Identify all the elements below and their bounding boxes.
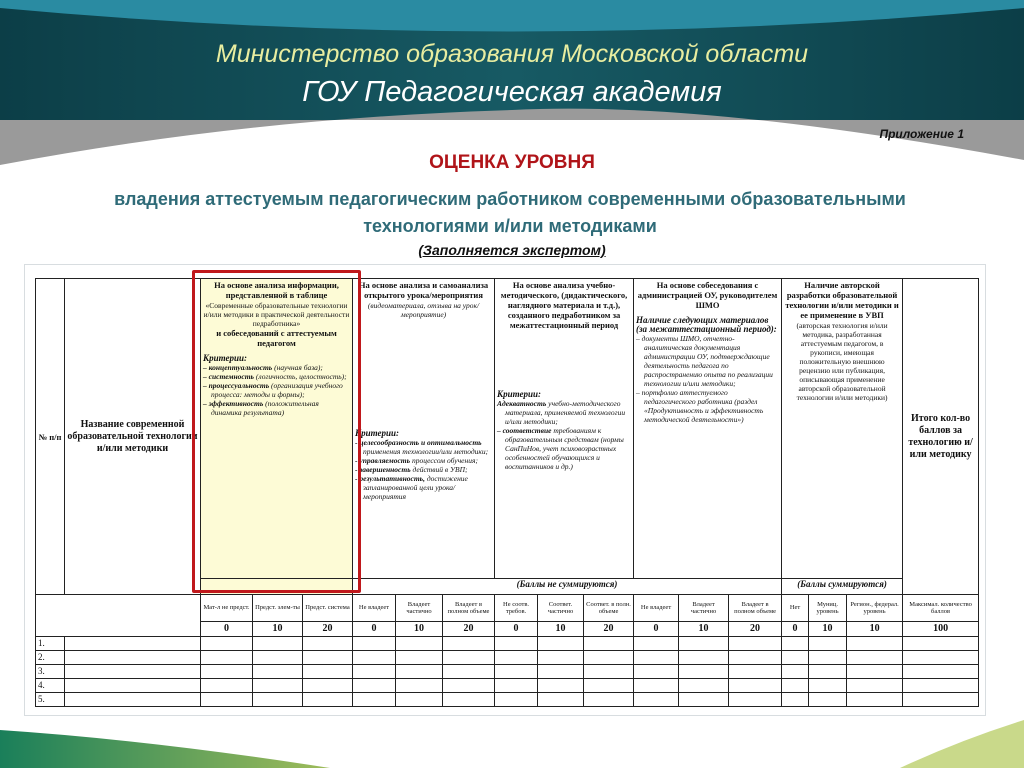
row-score-cell[interactable] [538, 665, 584, 679]
criteria-item [497, 399, 631, 426]
row-number: 4. [36, 679, 65, 693]
header-criteria-group-4 [634, 279, 782, 579]
row-score-cell[interactable] [782, 665, 809, 679]
row-score-cell[interactable] [201, 637, 253, 651]
group-quote: (авторская технология и/или методика, разработанная аттестуемым педагогом, в рукописи, имеющая положительную внешнюю рецензию или публикация, описывающая применение авторской образовательной технологии и/или методики) [796, 321, 888, 402]
criteria-term: - управляемость [355, 456, 411, 465]
criteria-item [203, 381, 350, 399]
group-title: Наличие авторской разработки образовательной технологии и/или методики и ее применение в УВП [785, 280, 899, 320]
row-score-cell[interactable] [253, 679, 303, 693]
row-score-cell[interactable] [443, 637, 495, 651]
row-score-cell[interactable] [303, 693, 353, 707]
row-score-cell[interactable] [443, 665, 495, 679]
row-score-cell[interactable] [495, 679, 538, 693]
row-score-cell[interactable] [847, 679, 903, 693]
row-technology-cell[interactable] [65, 665, 201, 679]
points-value: 0 [495, 622, 538, 637]
sub-label: Владеет в полном объеме [729, 595, 782, 622]
row-score-cell[interactable] [201, 651, 253, 665]
sub-label: Не владеет [634, 595, 679, 622]
row-score-cell[interactable] [782, 651, 809, 665]
criteria-note: (организация учебного процесса: методы и формы); [211, 381, 343, 399]
criteria-term: – соответствие [497, 426, 552, 435]
sub-label: Соответ. в полн. объеме [584, 595, 634, 622]
row-score-cell[interactable] [782, 693, 809, 707]
row-score-cell[interactable] [353, 679, 396, 693]
criteria-term: - целесообразность и оптимальность [355, 438, 482, 447]
row-score-cell[interactable] [396, 693, 443, 707]
points-value: 10 [847, 622, 903, 637]
row-score-cell[interactable] [584, 665, 634, 679]
criteria-item [355, 465, 492, 474]
row-score-cell[interactable] [634, 651, 679, 665]
group-title: На основе анализа информации, представленной в таблице [214, 280, 339, 300]
criteria-term: – системность [203, 372, 254, 381]
page-subtitle: владения аттестуемым педагогическим работником современными образовательными технологиями и/или методиками [114, 189, 906, 236]
criteria-note: достижение запланированной цели урока/мероприятия [363, 474, 468, 501]
ministry-title: Министерство образования Московской области [215, 40, 809, 68]
row-score-cell[interactable] [847, 665, 903, 679]
criteria-term: – эффективность [203, 399, 264, 408]
criteria-label: Наличие следующих материалов (за межаттестационный период): [636, 315, 777, 334]
row-score-cell[interactable] [782, 637, 809, 651]
criteria-term: - завершенность [355, 465, 411, 474]
criteria-item [203, 363, 350, 372]
row-score-cell[interactable] [634, 679, 679, 693]
fill-note: (Заполняется экспертом) [418, 242, 606, 258]
group-title-2: и собеседований с аттестуемым педагогом [216, 328, 337, 348]
row-score-cell[interactable] [903, 637, 979, 651]
sub-label: Предст. элем-ты [253, 595, 303, 622]
appendix-label: Приложение 1 [879, 127, 964, 141]
row-technology-cell[interactable] [65, 651, 201, 665]
row-score-cell[interactable] [679, 665, 729, 679]
row-score-cell[interactable] [847, 693, 903, 707]
criteria-list [355, 429, 492, 501]
points-value: 20 [729, 622, 782, 637]
sub-label: Предст. система [303, 595, 353, 622]
row-score-cell[interactable] [729, 693, 782, 707]
row-score-cell[interactable] [538, 679, 584, 693]
row-score-cell[interactable] [495, 693, 538, 707]
sub-label: Нет [782, 595, 809, 622]
criteria-item [355, 474, 492, 501]
table-row [36, 679, 979, 693]
points-value: 0 [201, 622, 253, 637]
row-score-cell[interactable] [729, 665, 782, 679]
points-value: 0 [634, 622, 679, 637]
row-score-cell[interactable] [679, 679, 729, 693]
criteria-note: – портфолио аттестуемого педагогического работника (раздел «Продуктивность и эффективность методической деятельности») [636, 388, 764, 424]
header-criteria-group-1 [201, 279, 353, 579]
sub-label: Не владеет [353, 595, 396, 622]
row-technology-cell[interactable] [65, 679, 201, 693]
row-score-cell[interactable] [353, 665, 396, 679]
row-score-cell[interactable] [584, 637, 634, 651]
header-criteria-group-2 [353, 279, 495, 579]
criteria-item [497, 426, 631, 471]
criteria-note: применения технологии/или методики; [363, 447, 489, 456]
row-score-cell[interactable] [634, 637, 679, 651]
points-value: 10 [253, 622, 303, 637]
sub-label: Владеет частично [396, 595, 443, 622]
row-technology-cell[interactable] [65, 637, 201, 651]
row-score-cell[interactable] [201, 665, 253, 679]
header-criteria-group-5 [782, 279, 903, 579]
row-score-cell[interactable] [495, 665, 538, 679]
criteria-note: – документы ШМО, отчетно-аналитическая документация администрации ОУ, подтверждающие деятельность педагога по распространению опыта по реализации технологии и/или методики; [636, 334, 773, 388]
row-score-cell[interactable] [538, 693, 584, 707]
row-score-cell[interactable] [584, 651, 634, 665]
criteria-list [636, 316, 779, 424]
row-score-cell[interactable] [443, 679, 495, 693]
page-title: ОЦЕНКА УРОВНЯ [429, 152, 595, 173]
row-score-cell[interactable] [303, 679, 353, 693]
criteria-item [203, 372, 350, 381]
criteria-note: учебно-методического материала, применяемой технологии и/или методики; [505, 399, 626, 426]
row-score-cell[interactable] [729, 679, 782, 693]
sub-label: Владеет в полном объеме [443, 595, 495, 622]
row-score-cell[interactable] [201, 693, 253, 707]
points-value: 20 [443, 622, 495, 637]
row-score-cell[interactable] [679, 693, 729, 707]
row-score-cell[interactable] [809, 679, 847, 693]
sub-label: Соответ. частично [538, 595, 584, 622]
criteria-term: – концептуальность [203, 363, 273, 372]
points-value: 10 [679, 622, 729, 637]
row-score-cell[interactable] [903, 679, 979, 693]
row-technology-cell[interactable] [65, 693, 201, 707]
blank-cell [36, 595, 201, 637]
criteria-list [203, 354, 350, 417]
table-row [36, 693, 979, 707]
row-score-cell[interactable] [903, 651, 979, 665]
row-number: 1. [36, 637, 65, 651]
row-number: 2. [36, 651, 65, 665]
sub-label: Не соотв. требов. [495, 595, 538, 622]
criteria-label: Критерии: [355, 428, 399, 438]
row-score-cell[interactable] [538, 637, 584, 651]
row-score-cell[interactable] [679, 637, 729, 651]
row-score-cell[interactable] [809, 637, 847, 651]
row-score-cell[interactable] [679, 651, 729, 665]
points-value: 20 [584, 622, 634, 637]
header-total: Итого кол-во баллов за технологию и/или методику [903, 279, 979, 595]
criteria-note: (логичность, целостность); [255, 372, 347, 381]
row-score-cell[interactable] [396, 679, 443, 693]
assessment-table [35, 278, 979, 707]
row-score-cell[interactable] [847, 651, 903, 665]
sub-label: Мат-л не предст. [201, 595, 253, 622]
criteria-item [636, 388, 779, 424]
criteria-item [355, 438, 492, 456]
criteria-note: (научная база); [274, 363, 323, 372]
row-number: 5. [36, 693, 65, 707]
criteria-note: (положительная динамика результата) [211, 399, 319, 417]
row-score-cell[interactable] [396, 651, 443, 665]
row-score-cell[interactable] [443, 693, 495, 707]
row-score-cell[interactable] [729, 637, 782, 651]
row-score-cell[interactable] [809, 665, 847, 679]
row-score-cell[interactable] [253, 665, 303, 679]
points-value: 0 [353, 622, 396, 637]
criteria-term: – процессуальность [203, 381, 270, 390]
row-score-cell[interactable] [809, 651, 847, 665]
sub-label: Муниц. уровень [809, 595, 847, 622]
academy-title: ГОУ Педагогическая академия [302, 76, 722, 108]
row-score-cell[interactable] [303, 637, 353, 651]
row-score-cell[interactable] [809, 693, 847, 707]
sub-label-row [36, 595, 979, 622]
row-score-cell[interactable] [495, 637, 538, 651]
points-value: 20 [303, 622, 353, 637]
row-score-cell[interactable] [729, 651, 782, 665]
not-summed-note: (Баллы не суммируются) [353, 579, 782, 595]
table-row [36, 665, 979, 679]
sub-label: Максимал. количество баллов [903, 595, 979, 622]
table-row [36, 651, 979, 665]
group-quote: (видеоматериала, отзыва на урок/мероприятие) [367, 301, 480, 319]
points-value: 10 [809, 622, 847, 637]
row-score-cell[interactable] [584, 679, 634, 693]
header-row [36, 279, 979, 579]
points-value: 0 [782, 622, 809, 637]
header-criteria-group-3 [495, 279, 634, 579]
row-score-cell[interactable] [495, 651, 538, 665]
row-score-cell[interactable] [538, 651, 584, 665]
highlight-spacer [201, 579, 353, 595]
row-score-cell[interactable] [303, 651, 353, 665]
sub-label: Регион., федерал. уровень [847, 595, 903, 622]
group-title: На основе анализа учебно-методического, (дидактического, наглядного материала и т.д.), созданного педработником за межаттестационный период [500, 280, 628, 330]
row-score-cell[interactable] [303, 665, 353, 679]
row-score-cell[interactable] [443, 651, 495, 665]
row-score-cell[interactable] [253, 637, 303, 651]
row-score-cell[interactable] [782, 679, 809, 693]
row-score-cell[interactable] [903, 665, 979, 679]
criteria-note: действий в УВП; [412, 465, 468, 474]
criteria-list [497, 390, 631, 471]
row-score-cell[interactable] [396, 637, 443, 651]
points-value: 10 [396, 622, 443, 637]
row-score-cell[interactable] [253, 651, 303, 665]
row-score-cell[interactable] [201, 679, 253, 693]
row-number: 3. [36, 665, 65, 679]
criteria-label: Критерии: [203, 353, 247, 363]
criteria-item [355, 456, 492, 465]
row-score-cell[interactable] [353, 637, 396, 651]
criteria-note: процессом обучения; [411, 456, 478, 465]
row-score-cell[interactable] [253, 693, 303, 707]
criteria-item [203, 399, 350, 417]
header-number: № п/п [36, 279, 65, 595]
row-score-cell[interactable] [634, 693, 679, 707]
points-value: 100 [903, 622, 979, 637]
row-score-cell[interactable] [584, 693, 634, 707]
group-quote: «Современные образовательные технологии и/или методики в практической деятельности педработника» [203, 301, 350, 328]
row-score-cell[interactable] [353, 693, 396, 707]
group-title: На основе собеседования с администрацией ОУ, руководителем ШМО [637, 280, 778, 310]
points-value: 10 [538, 622, 584, 637]
criteria-term: Адекватность [497, 399, 547, 408]
criteria-item [636, 334, 779, 388]
row-score-cell[interactable] [353, 651, 396, 665]
group-title: На основе анализа и самоанализа открытого урока/мероприятия [358, 280, 489, 300]
summed-note: (Баллы суммируются) [782, 579, 903, 595]
criteria-term: - результативность, [355, 474, 425, 483]
row-score-cell[interactable] [396, 665, 443, 679]
criteria-note: требованиям к образовательным средствам (нормы СанПиНов, учет психовозрастных особенностей обучающихся и воспитанников и др.) [505, 426, 624, 471]
sub-label: Владеет частично [679, 595, 729, 622]
row-score-cell[interactable] [634, 665, 679, 679]
table-row [36, 637, 979, 651]
row-score-cell[interactable] [903, 693, 979, 707]
row-score-cell[interactable] [847, 637, 903, 651]
header-technology-name: Название современной образовательной технологии и/или методики [65, 279, 201, 595]
criteria-label: Критерии: [497, 389, 542, 399]
